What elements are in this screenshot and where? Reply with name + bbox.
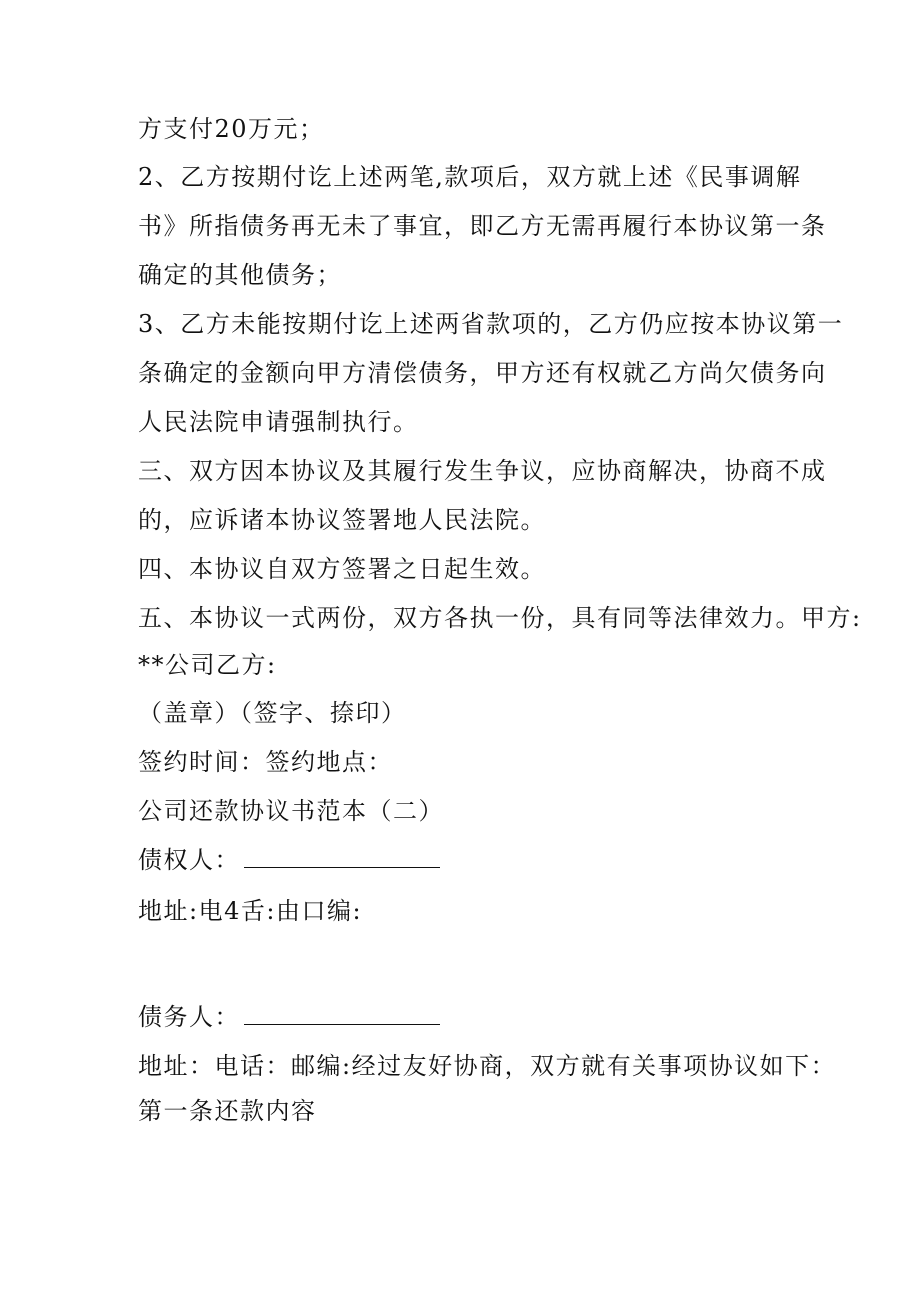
text-line: 三、双方因本协议及其履行发生争议，应协商解决，协商不成 — [138, 457, 827, 485]
debtor-label: 债务人： — [138, 1003, 240, 1031]
text-line: 3、乙方未能按期付讫上述两省款项的，乙方仍应按本协议第一 — [138, 310, 844, 338]
creditor-blank — [244, 845, 440, 868]
text-line: 签约时间：签约地点： — [138, 748, 393, 776]
creditor-label: 债权人： — [138, 846, 240, 874]
text-line: 方支付20万元； — [138, 115, 325, 143]
text-line: 书》所指债务再无未了事宜，即乙方无需再履行本协议第一条 — [138, 212, 827, 240]
section-title: 公司还款协议书范本（二） — [138, 797, 444, 825]
address-line: 地址：电话：邮编:经过友好协商，双方就有关事项协议如下： — [138, 1052, 837, 1080]
debtor-field — [138, 1002, 440, 1032]
text-line: 四、本协议自双方签署之日起生效。 — [138, 555, 546, 583]
creditor-field — [138, 845, 440, 875]
text-line: 的，应诉诸本协议签署地人民法院。 — [138, 506, 546, 534]
text-line: 人民法院申请强制执行。 — [138, 408, 419, 436]
article-heading: 第一条还款内容 — [138, 1097, 317, 1125]
text-line: 确定的其他债务； — [138, 261, 342, 289]
text-line: （盖章）（签字、捺印） — [138, 699, 407, 727]
debtor-blank — [244, 1002, 440, 1025]
text-line: 条确定的金额向甲方清偿债务，甲方还有权就乙方尚欠债务向 — [138, 359, 827, 387]
text-line: 五、本协议一式两份，双方各执一份，具有同等法律效力。甲方: — [138, 604, 862, 632]
text-line: **公司乙方: — [138, 651, 277, 679]
text-line: 2、乙方按期付讫上述两笔,款项后，双方就上述《民事调解 — [138, 163, 802, 191]
address-line: 地址:电4舌:由口编: — [138, 897, 363, 925]
